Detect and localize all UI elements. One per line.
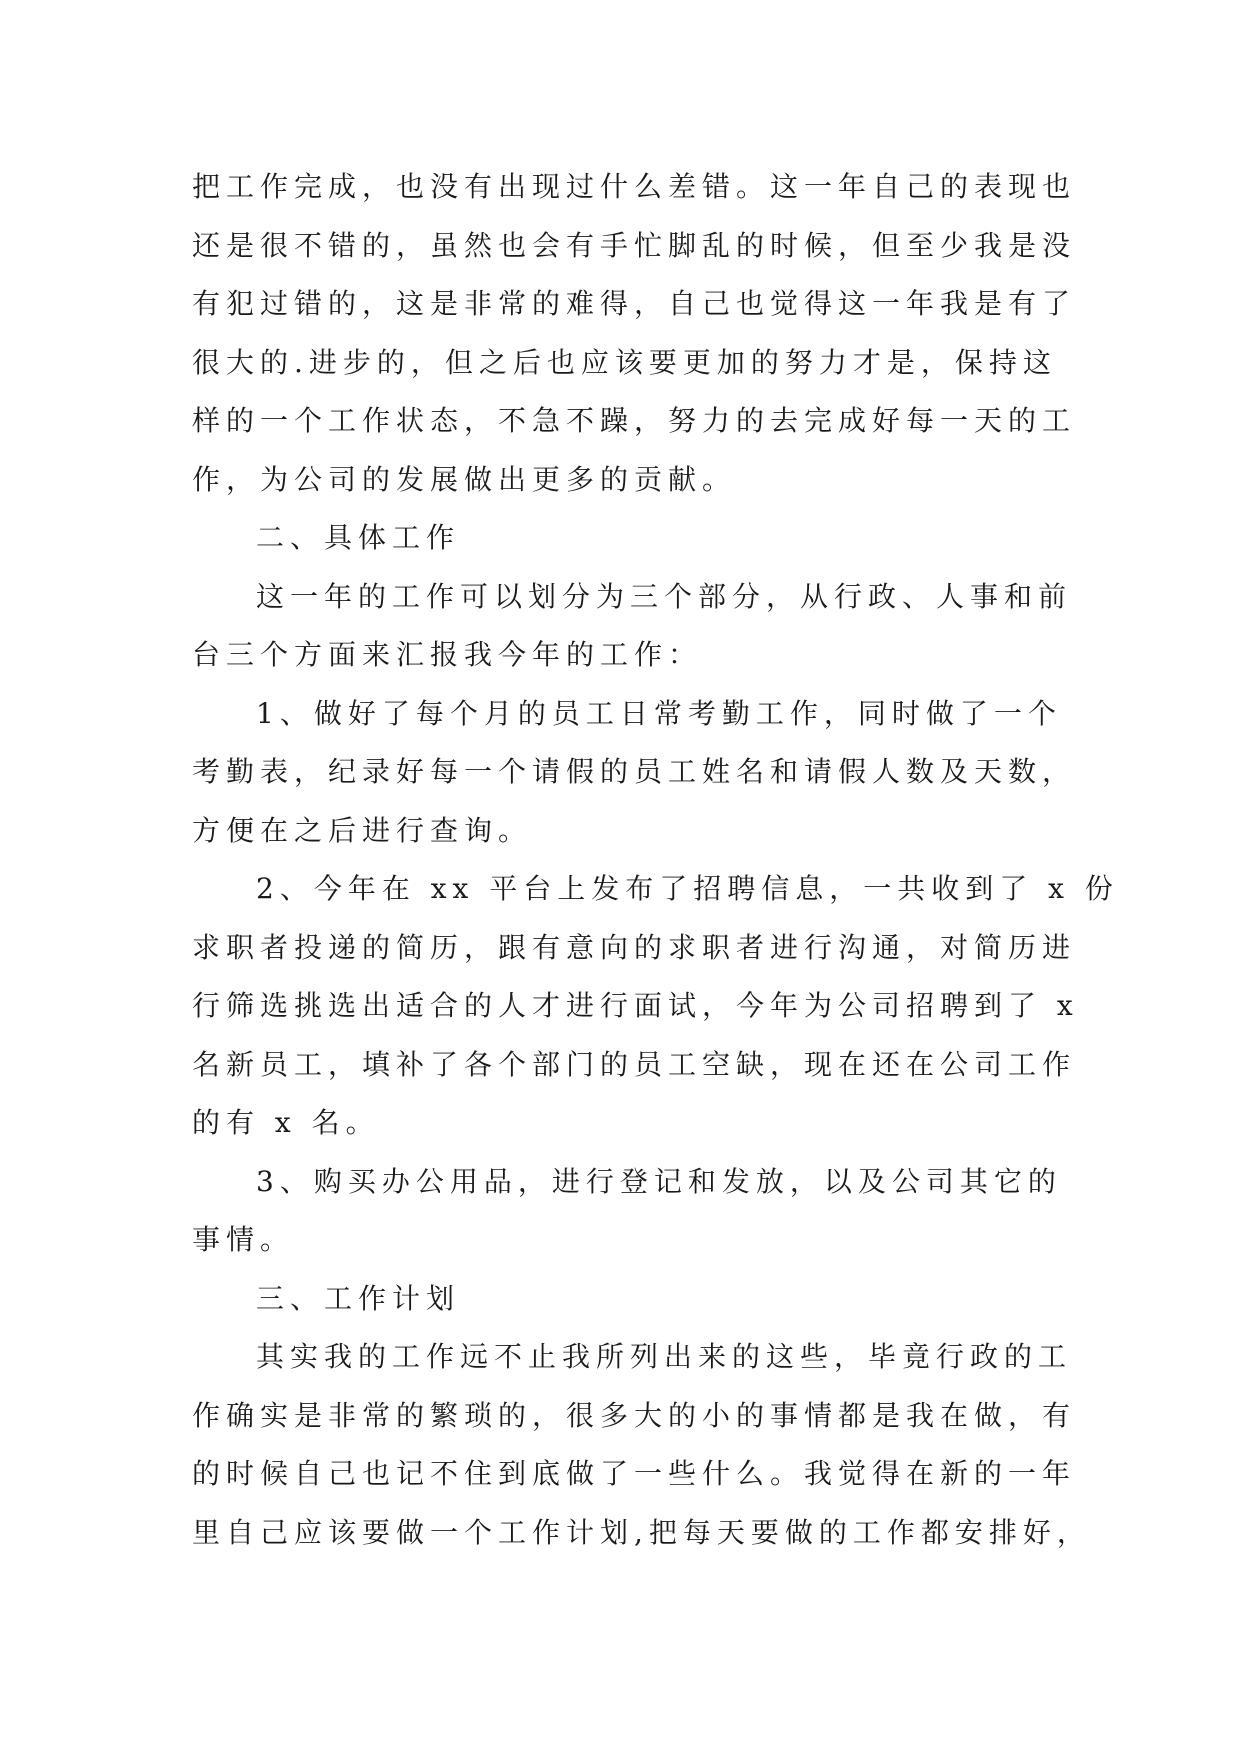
paragraph-first-line: 这一年的工作可以划分为三个部分，从行政、人事和前 (256, 579, 1073, 613)
text-line: 作确实是非常的繁琐的，很多大的小的事情都是我在做，有 (192, 1398, 1077, 1432)
text-line: 有犯过错的，这是非常的难得，自己也觉得这一年我是有了 (192, 287, 1077, 320)
text-line: 样的一个工作状态，不急不躁，努力的去完成好每一天的工 (192, 404, 1077, 437)
text-line: 方便在之后进行查询。 (192, 813, 533, 847)
text-line: 把工作完成，也没有出现过什么差错。这一年自己的表现也 (192, 170, 1077, 203)
paragraph-first-line: 其实我的工作远不止我所列出来的这些，毕竟行政的工 (256, 1340, 1073, 1373)
text-line: 求职者投递的简历，跟有意向的求职者进行沟通，对简历进 (192, 930, 1077, 964)
text-line: 里自己应该要做一个工作计划,把每天要做的工作都安排好， (192, 1515, 1091, 1549)
text-line: 行筛选挑选出适合的人才进行面试，今年为公司招聘到了 x (192, 989, 1079, 1022)
list-item-1-first-line: 1、做好了每个月的员工日常考勤工作，同时做了一个 (256, 696, 1062, 730)
text-line: 台三个方面来汇报我今年的工作： (192, 638, 703, 671)
text-line: 的时候自己也记不住到底做了一些什么。我觉得在新的一年 (192, 1457, 1077, 1490)
list-item-2-first-line: 2、今年在 xx 平台上发布了招聘信息，一共收到了 x 份 (256, 872, 1119, 905)
text-line: 作，为公司的发展做出更多的贡献。 (192, 462, 737, 496)
list-item-3-first-line: 3、购买办公用品，进行登记和发放，以及公司其它的 (256, 1164, 1062, 1198)
text-line: 很大的.进步的，但之后也应该要更加的努力才是，保持这 (192, 345, 1057, 379)
text-line: 事情。 (192, 1223, 295, 1256)
text-line: 名新员工，填补了各个部门的员工空缺，现在还在公司工作 (192, 1047, 1077, 1081)
section-heading-work-plan: 三、工作计划 (256, 1281, 461, 1315)
text-line: 的有 x 名。 (192, 1106, 380, 1139)
document-body (192, 158, 1119, 1562)
section-heading-specific-work: 二、具体工作 (256, 521, 461, 554)
text-line: 考勤表，纪录好每一个请假的员工姓名和请假人数及天数， (192, 755, 1077, 788)
text-line: 还是很不错的，虽然也会有手忙脚乱的时候，但至少我是没 (192, 228, 1077, 262)
